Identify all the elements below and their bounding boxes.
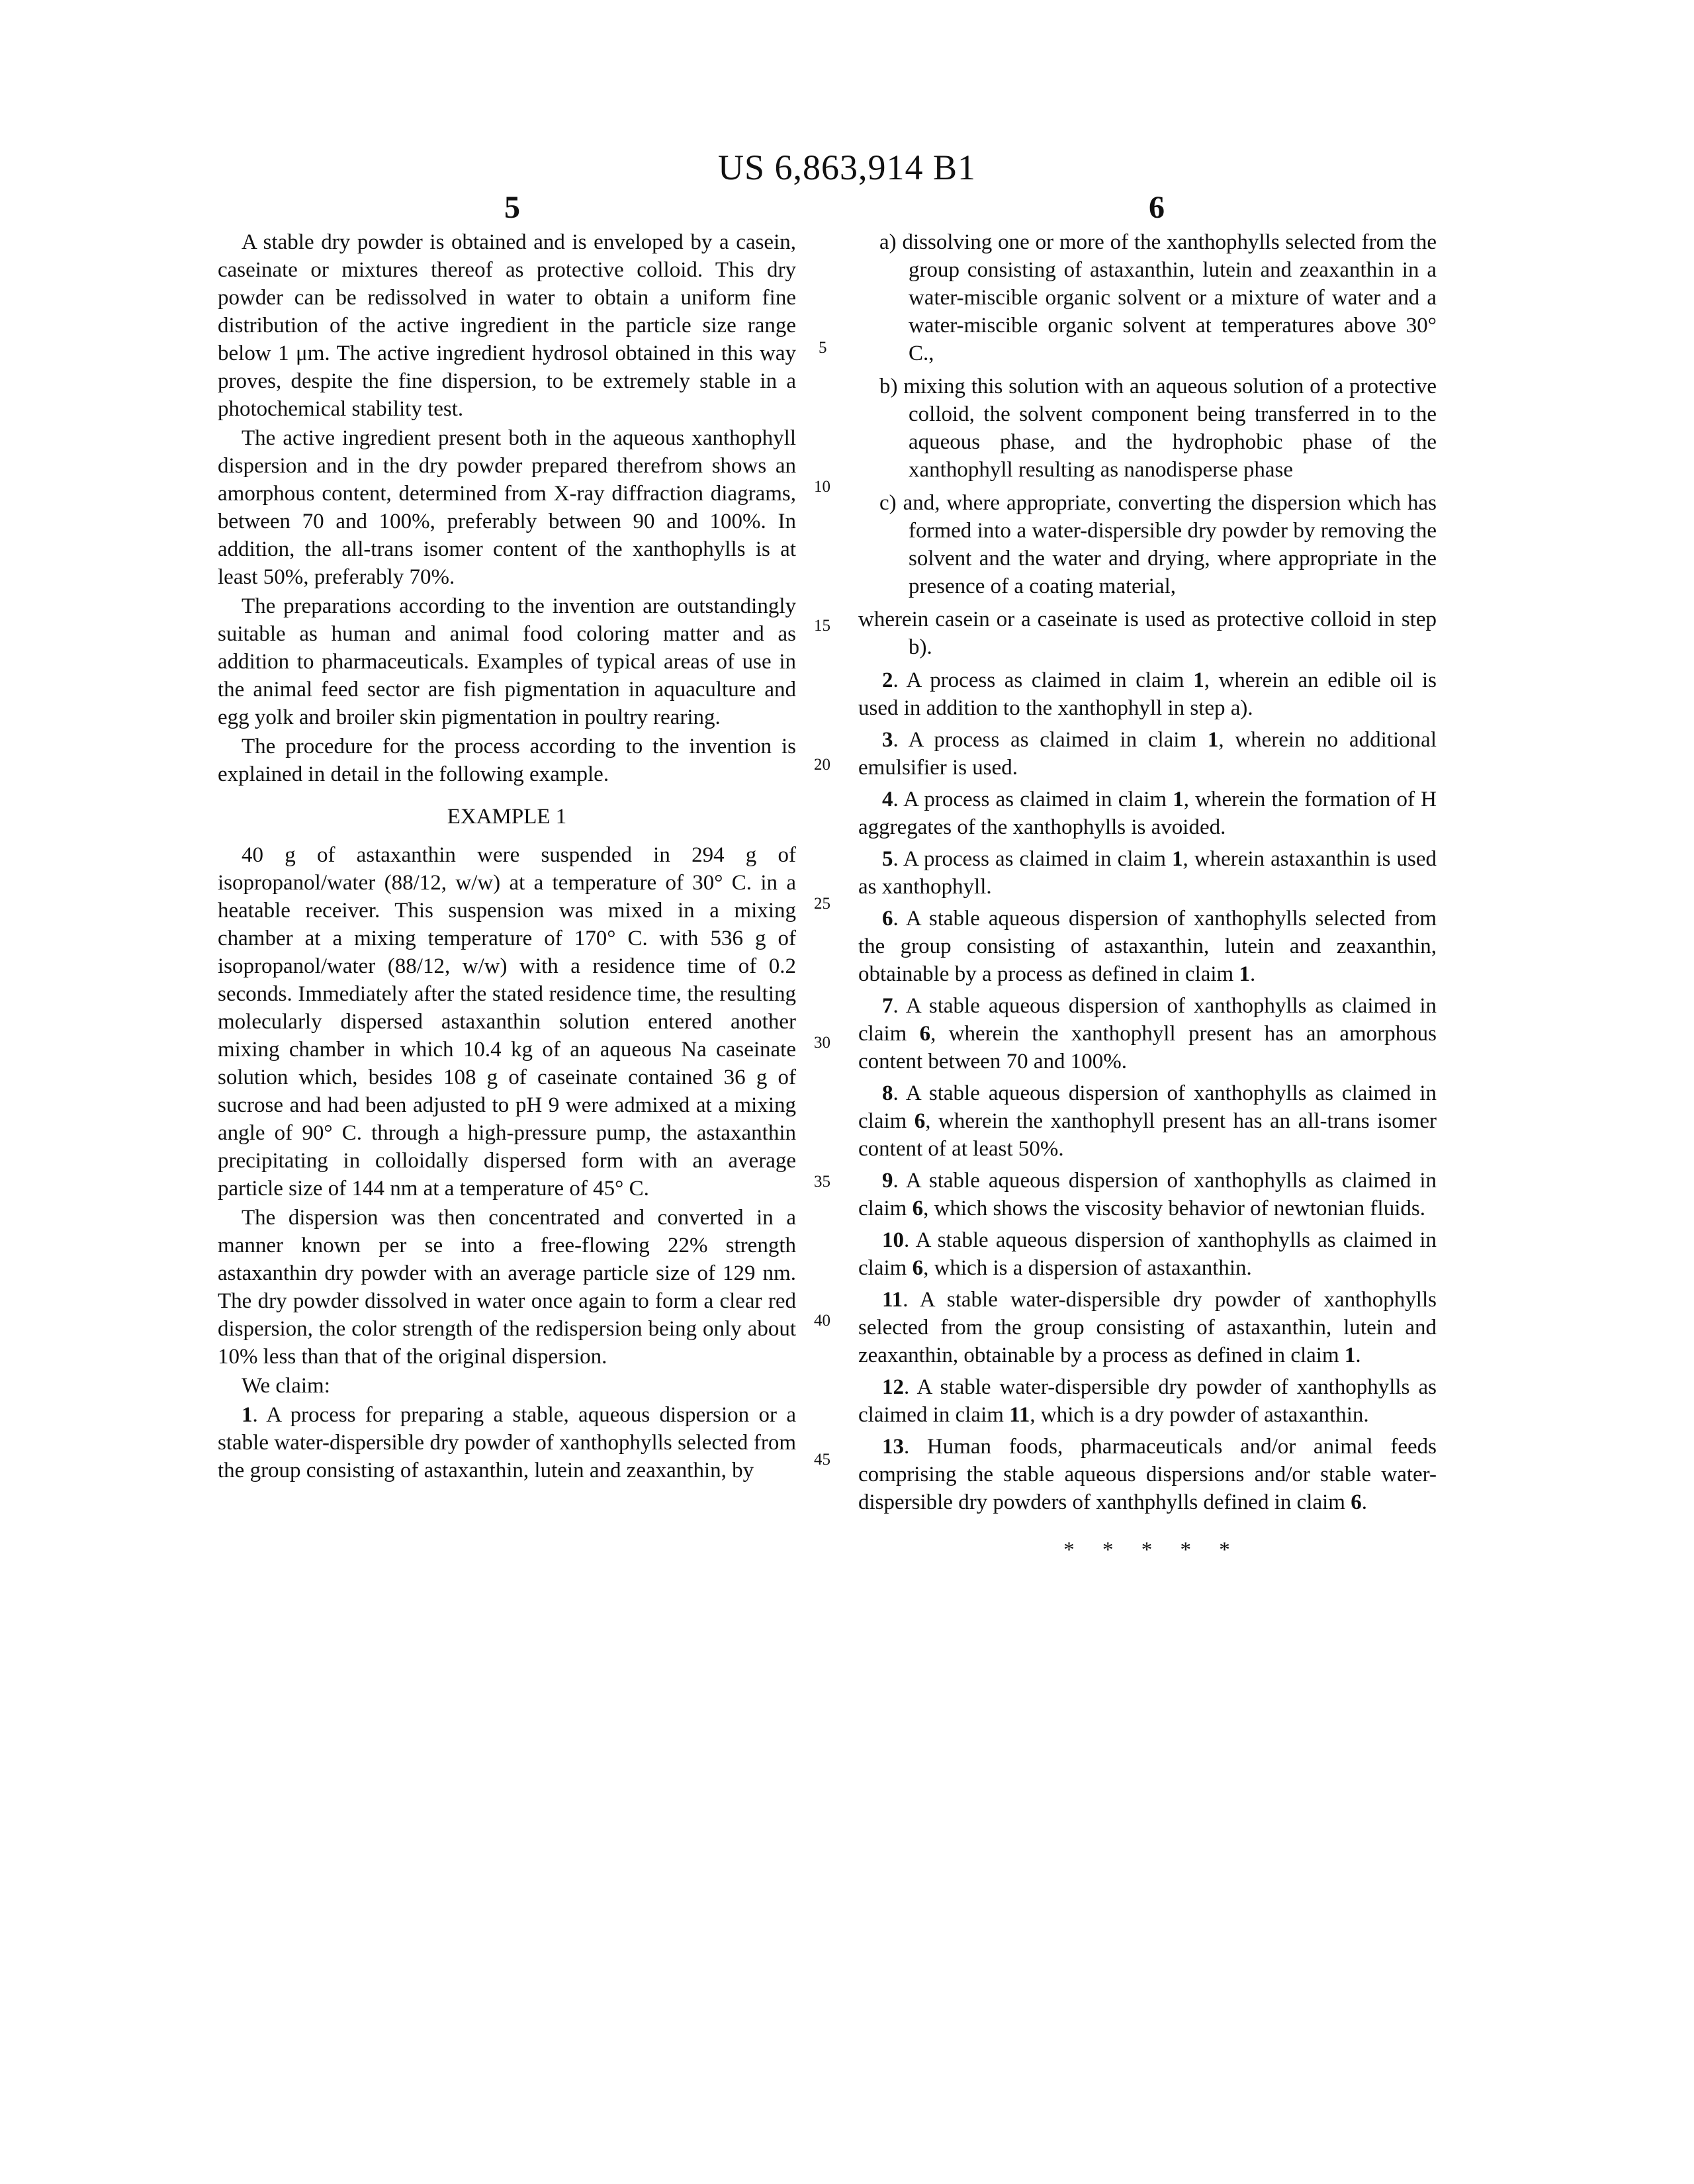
claim-text: . A stable water-dispersible dry powder of xanthophylls selected from the group consisting of astaxanthin, lutein and zeaxanthin, obtainable by a process as defined in claim: [858, 1288, 1437, 1367]
claim-reference: 6: [914, 1109, 926, 1133]
claim-text: . A stable aqueous dispersion of xanthophylls selected from the group consisting of astaxanthin, lutein and zeaxanthin, obtainable by a process as defined in claim: [858, 907, 1437, 986]
claim-text: .: [1250, 962, 1255, 986]
claim-3: [858, 726, 1437, 782]
column-number-left: 5: [504, 189, 520, 226]
claim-10: [858, 1226, 1437, 1282]
claim-number: 13: [882, 1435, 904, 1459]
claim-number: 6: [882, 907, 893, 931]
claim-number: 9: [882, 1169, 893, 1193]
claim-text: , wherein no additional emulsifier is used.: [858, 728, 1437, 780]
claim-reference: 6: [913, 1197, 924, 1220]
claim-reference: 1: [1239, 962, 1250, 986]
claim-text: . A process for preparing a stable, aqueous dispersion or a stable water-dispersible dry powder of xanthophylls selected from the group consisting of astaxanthin, lutein and zeaxanthin, by: [218, 1403, 796, 1482]
claim-8: [858, 1079, 1437, 1163]
claim-text: .: [1355, 1343, 1360, 1367]
claim-number: 2: [882, 668, 893, 692]
claim-number: 5: [882, 847, 893, 871]
claim-text: . A process as claimed in claim: [893, 728, 1208, 752]
claim-text: , wherein an edible oil is used in addition to the xanthophyll in step a).: [858, 668, 1437, 720]
claim-text: . A process as claimed in claim: [893, 847, 1173, 871]
claim-step-b: b) mixing this solution with an aqueous solution of a protective colloid, the solvent component being transferred in to the aqueous phase, and the hydrophobic phase of the xanthophyll resulting as nanodisperse phase: [858, 373, 1437, 484]
line-number: 45: [814, 1451, 830, 1469]
claim-reference: 6: [920, 1022, 931, 1046]
claim-text: , wherein the xanthophyll present has an amorphous content between 70 and 100%.: [858, 1022, 1437, 1073]
claim-number: 11: [882, 1288, 903, 1312]
claim-text: . A stable water-dispersible dry powder of xanthophylls as claimed in claim: [858, 1375, 1437, 1427]
claim-number: 1: [242, 1403, 253, 1427]
claim-number: 7: [882, 994, 893, 1018]
line-number: 10: [814, 478, 830, 496]
claim-reference: 1: [1345, 1343, 1356, 1367]
claim-4: [858, 786, 1437, 841]
line-number: 5: [819, 339, 827, 357]
claim-text: , which shows the viscosity behavior of newtonian fluids.: [923, 1197, 1425, 1220]
claim-reference: 1: [1173, 788, 1184, 811]
right-column: [858, 228, 1437, 1565]
claim-11: [858, 1286, 1437, 1369]
claim-12: [858, 1373, 1437, 1429]
claim-text: , wherein the xanthophyll present has an all-trans isomer content of at least 50%.: [858, 1109, 1437, 1161]
claim-number: 8: [882, 1081, 893, 1105]
claim-text: . A process as claimed in claim: [893, 788, 1173, 811]
line-number: 25: [814, 895, 830, 913]
claim-text: . A process as claimed in claim: [893, 668, 1194, 692]
claim-text: , wherein the formation of H aggregates of the xanthophylls is avoided.: [858, 788, 1437, 839]
paragraph: The procedure for the process according to the invention is explained in detail in the following example.: [218, 733, 796, 788]
claim-wherein: wherein casein or a caseinate is used as protective colloid in step b).: [858, 606, 1437, 661]
claim-number: 10: [882, 1228, 904, 1252]
claim-text: .: [1362, 1490, 1367, 1514]
patent-number: US 6,863,914 B1: [0, 147, 1694, 188]
claim-number: 12: [882, 1375, 904, 1399]
claim-reference: 1: [1193, 668, 1204, 692]
claim-step-a: a) dissolving one or more of the xanthophylls selected from the group consisting of astaxanthin, lutein and zeaxanthin in a water-miscible organic solvent or a mixture of water and a water-miscible organic solvent at temperatures above 30° C.,: [858, 228, 1437, 367]
claim-7: [858, 992, 1437, 1075]
line-number: 30: [814, 1034, 830, 1052]
line-number: 35: [814, 1173, 830, 1191]
claim-reference: 11: [1009, 1403, 1030, 1427]
claim-6: [858, 905, 1437, 988]
claim-text: , which is a dispersion of astaxanthin.: [923, 1256, 1252, 1280]
claims-list: [858, 666, 1437, 1516]
claim-text: , wherein astaxanthin is used as xanthophyll.: [858, 847, 1437, 899]
claim-reference: 1: [1208, 728, 1219, 752]
line-number: 15: [814, 617, 830, 635]
we-claim: We claim:: [218, 1372, 796, 1400]
claim-text: , which is a dry powder of astaxanthin.: [1030, 1403, 1368, 1427]
end-mark: * * * * *: [858, 1536, 1437, 1564]
claim-step-c: c) and, where appropriate, converting the dispersion which has formed into a water-dispersible dry powder by removing the solvent and the water and drying, where appropriate in the presence of a coating material,: [858, 489, 1437, 600]
claim-text: . A stable aqueous dispersion of xanthophylls as claimed in claim: [858, 994, 1437, 1046]
claim-text: . A stable aqueous dispersion of xanthophylls as claimed in claim: [858, 1228, 1437, 1280]
claim-2: [858, 666, 1437, 722]
line-number: 20: [814, 756, 830, 774]
left-column: [218, 228, 796, 1488]
claim-reference: 6: [1351, 1490, 1362, 1514]
paragraph: The active ingredient present both in the aqueous xanthophyll dispersion and in the dry powder prepared therefrom shows an amorphous content, determined from X-ray diffraction diagrams, between 70 and 100%, preferably between 90 and 100%. In addition, the all-trans isomer content of the xanthophylls is at least 50%, preferably 70%.: [218, 424, 796, 591]
paragraph: A stable dry powder is obtained and is enveloped by a casein, caseinate or mixtures thereof as protective colloid. This dry powder can be redissolved in water to obtain a uniform fine distribution of the active ingredient in the particle size range below 1 μm. The active ingredient hydrosol obtained in this way proves, despite the fine dispersion, to be extremely stable in a photochemical stability test.: [218, 228, 796, 423]
paragraph: The dispersion was then concentrated and converted in a manner known per se into a free-flowing 22% strength astaxanthin dry powder with an average particle size of 129 nm. The dry powder dissolved in water once again to form a clear red dispersion, the color strength of the redispersion being only about 10% less than that of the original dispersion.: [218, 1204, 796, 1371]
claim-reference: 1: [1172, 847, 1183, 871]
paragraph: 40 g of astaxanthin were suspended in 294 g of isopropanol/water (88/12, w/w) at a temperature of 30° C. in a heatable receiver. This suspension was mixed in a mixing chamber at a mixing temperature of 170° C. with 536 g of isopropanol/water (88/12, w/w) with a residence time of 0.2 seconds. Immediately after the stated residence time, the resulting molecularly dispersed astaxanthin solution entered another mixing chamber in which 10.4 kg of an aqueous Na caseinate solution which, besides 108 g of caseinate contained 36 g of sucrose and had been adjusted to pH 9 were admixed at a mixing angle of 90° C. through a high-pressure pump, the astaxanthin precipitating in colloidally dispersed form with an average particle size of 144 nm at a temperature of 45° C.: [218, 841, 796, 1203]
example-heading: EXAMPLE 1: [218, 803, 796, 831]
claim-text: . A stable aqueous dispersion of xanthophylls as claimed in claim: [858, 1169, 1437, 1220]
claim-text: . Human foods, pharmaceuticals and/or animal feeds comprising the stable aqueous dispersions and/or stable water-dispersible dry powders of xanthphylls defined in claim: [858, 1435, 1437, 1514]
claim-5: [858, 845, 1437, 901]
claim-9: [858, 1167, 1437, 1222]
claim-number: 3: [882, 728, 893, 752]
paragraph: The preparations according to the invention are outstandingly suitable as human and animal food coloring matter and as addition to pharmaceuticals. Examples of typical areas of use in the animal feed sector are fish pigmentation in aquaculture and egg yolk and broiler skin pigmentation in poultry rearing.: [218, 592, 796, 731]
column-number-right: 6: [1149, 189, 1165, 226]
claim-number: 4: [882, 788, 893, 811]
claim-13: [858, 1433, 1437, 1516]
claim-reference: 6: [913, 1256, 924, 1280]
line-number: 40: [814, 1312, 830, 1330]
claim-text: . A stable aqueous dispersion of xanthophylls as claimed in claim: [858, 1081, 1437, 1133]
claim-1: [218, 1401, 796, 1484]
